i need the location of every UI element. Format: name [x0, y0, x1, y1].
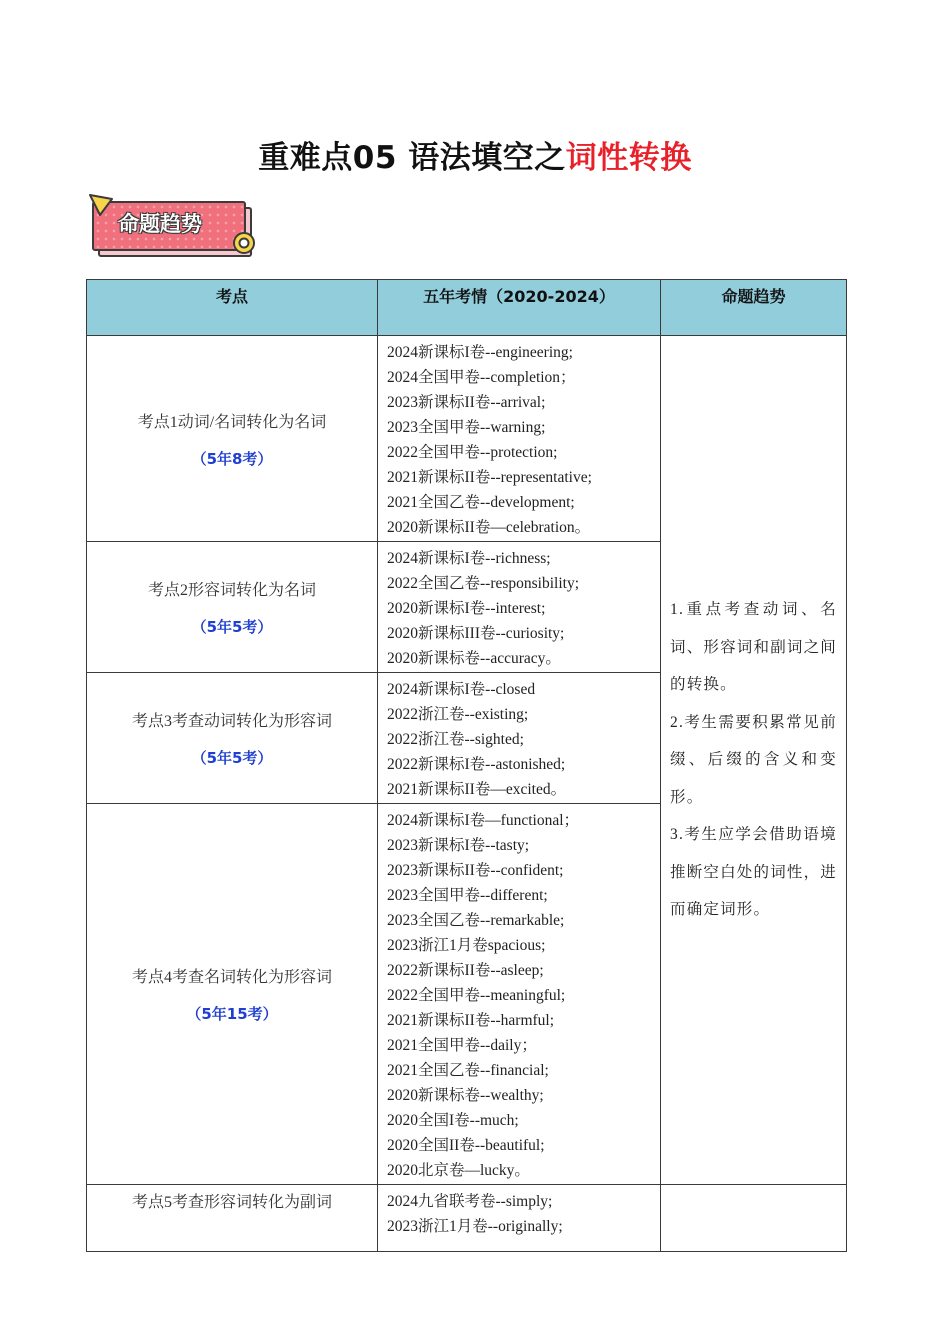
topic-label: 考点5考查形容词转化为副词: [131, 1194, 332, 1211]
trend-point: 3.考生应学会借助语境推断空白处的词性，进而确定词形。: [670, 826, 838, 919]
topic-count: （5年5考）: [191, 618, 273, 636]
topic-cell: [87, 336, 378, 542]
section-badge: [90, 195, 265, 265]
exam-item: 2023浙江1月卷--originally;: [387, 1218, 563, 1235]
trend-text: [670, 591, 837, 929]
exam-item: 2024全国甲卷--completion；: [387, 369, 576, 386]
exam-item: 2023新课标II卷--arrival;: [387, 394, 546, 411]
exam-item: 2023新课标II卷--confident;: [387, 862, 564, 879]
exam-item: 2024新课标I卷--richness;: [387, 550, 551, 567]
exam-item: 2023新课标I卷--tasty;: [387, 837, 530, 854]
exam-list: [378, 542, 661, 673]
trend-cell-empty: [661, 1185, 847, 1252]
exam-item: 2024新课标I卷--closed: [387, 681, 536, 698]
topic-count: （5年5考）: [191, 749, 273, 767]
trend-cell: [661, 336, 847, 1185]
trend-point: 1.重点考查动词、名词、形容词和副词之间的转换。: [670, 601, 838, 694]
table-header-row: [87, 280, 847, 336]
exam-item: 2020新课标III卷--curiosity;: [387, 625, 565, 642]
trend-point: 2.考生需要积累常见前缀、后缀的含义和变形。: [670, 713, 837, 806]
table-row: [87, 1185, 847, 1252]
topic-count: （5年8考）: [191, 449, 273, 468]
table-row: [87, 336, 847, 542]
exam-item: 2023浙江1月卷spacious;: [387, 937, 546, 954]
exam-item: 2022全国甲卷--meaningful;: [387, 987, 566, 1004]
topic-count: （5年15考）: [186, 1005, 278, 1023]
header-topic: 考点: [87, 280, 378, 336]
exam-list: [378, 336, 661, 542]
exam-item: 2021新课标II卷--representative;: [387, 469, 592, 486]
exam-item: 2021全国乙卷--financial;: [387, 1062, 549, 1079]
topic-cell: [87, 673, 378, 804]
exam-item: 2022全国甲卷--protection;: [387, 444, 558, 461]
title-highlight: 词性转换: [565, 140, 692, 176]
header-exams: 五年考情（2020-2024）: [378, 280, 661, 336]
exam-item: 2021新课标II卷--harmful;: [387, 1012, 555, 1029]
exam-item: 2021全国甲卷--daily；: [387, 1037, 537, 1054]
topic-label: 考点1动词/名词转化为名词: [137, 413, 327, 431]
topic-label: 考点3考查动词转化为形容词: [131, 713, 332, 730]
exam-item: 2020北京卷—lucky。: [387, 1162, 530, 1179]
exam-item: 2020全国II卷--beautiful;: [387, 1137, 545, 1154]
exam-item: 2020新课标卷--wealthy;: [387, 1087, 544, 1104]
topic-label: 考点4考查名词转化为形容词: [131, 969, 332, 986]
header-trend: 命题趋势: [661, 280, 847, 336]
topic-cell: [87, 804, 378, 1185]
exam-item: 2024九省联考卷--simply;: [387, 1193, 553, 1210]
exam-list: [378, 673, 661, 804]
exam-list: [378, 804, 661, 1185]
exam-item: 2022新课标I卷--astonished;: [387, 756, 566, 773]
topic-cell: [87, 1185, 378, 1252]
exam-item: 2024新课标I卷--engineering;: [387, 344, 573, 361]
exam-item: 2024新课标I卷—functional；: [387, 812, 580, 829]
exam-item: 2022浙江卷--sighted;: [387, 731, 524, 748]
exam-item: 2023全国甲卷--warning;: [387, 419, 546, 436]
exam-item: 2020全国I卷--much;: [387, 1112, 519, 1129]
flag-icon: [88, 193, 114, 219]
exam-item: 2021新课标II卷—excited。: [387, 781, 567, 798]
page-title: [0, 132, 950, 177]
exam-list: [378, 1185, 661, 1252]
title-main: 重难点05 语法填空之: [258, 140, 566, 176]
badge-label: 命题趋势: [118, 212, 202, 236]
trend-table: [86, 279, 847, 1252]
exam-item: 2023全国甲卷--different;: [387, 887, 548, 904]
exam-item: 2022浙江卷--existing;: [387, 706, 529, 723]
topic-label: 考点2形容词转化为名词: [147, 582, 316, 599]
exam-item: 2020新课标卷--accuracy。: [387, 650, 561, 667]
exam-item: 2022新课标II卷--asleep;: [387, 962, 544, 979]
ring-icon: [230, 229, 258, 257]
exam-item: 2020新课标I卷--interest;: [387, 600, 546, 617]
exam-item: 2021全国乙卷--development;: [387, 494, 575, 511]
exam-item: 2022全国乙卷--responsibility;: [387, 575, 580, 592]
exam-item: 2023全国乙卷--remarkable;: [387, 912, 565, 929]
exam-item: 2020新课标II卷—celebration。: [387, 519, 591, 536]
topic-cell: [87, 542, 378, 673]
